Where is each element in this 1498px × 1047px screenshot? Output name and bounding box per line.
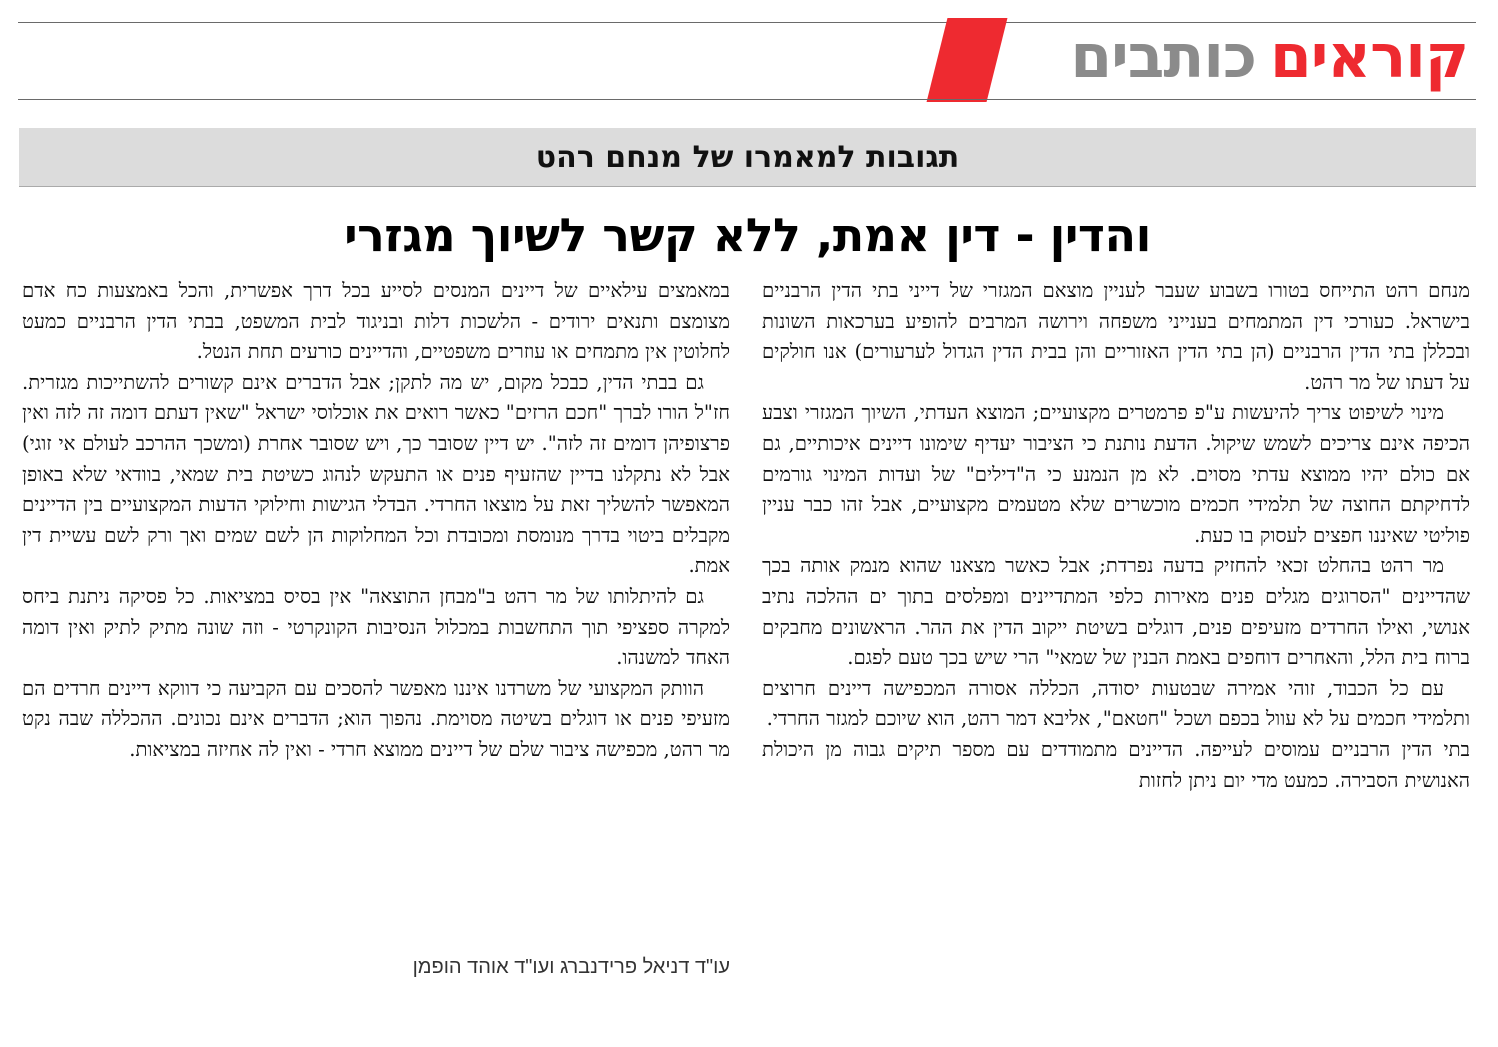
column-left xyxy=(22,276,730,766)
paragraph: גם בבתי הדין, כבכל מקום, יש מה לתקן; אבל הדברים אינם קשורים להשתייכות מגזרית. חז"ל הורו לברך "חכם הרזים" כאשר רואים את אוכלוסי ישראל "שאין דעתם דומה זה לזה ואין פרצופיהן דומים זה לזה". יש דיין שסובר כך, ויש שסובר אחרת (ומשכך ההרכב לעולם אי זוגי) אבל לא נתקלנו בדיין שהזעיף פנים או התעקש לנהוג כשיטת בית שמאי, בוודאי שלא באופן המאפשר להשליך זאת על מוצאו החרדי. הבדלי הגישות וחילוקי הדעות המקצועיים בין הדיינים מקבלים ביטוי בדרך מנומסת ומכובדת וכל המחלוקות הן לשם שמים ואך ורק לשם עשיית דין אמת. xyxy=(22,370,730,578)
section-title-word-1: קוראים xyxy=(1269,22,1468,92)
article-headline: והדין - דין אמת, ללא קשר לשיוך מגזרי xyxy=(344,208,1151,262)
header-bottom-rule xyxy=(18,99,1476,100)
paragraph: בתי הדין הרבניים עמוסים לעייפה. הדיינים מתמודדים עם מספר תיקים גבוה מן היכולת האנושית הסבירה. כמעט מדי יום ניתן לחזות xyxy=(762,737,1470,792)
paragraph: גם להיתלותו של מר רהט ב"מבחן התוצאה" אין בסיס במציאות. כל פסיקה ניתנת ביחס למקרה ספציפי תוך התחשבות במכלול הנסיבות הקונקרטי - וזה שונה מתיק לתיק ואין דומה האחד למשנהו. xyxy=(22,584,730,670)
section-title xyxy=(1070,12,1468,102)
author-signature: עו"ד דניאל פרידנברג ועו"ד אוהד הופמן xyxy=(412,956,730,978)
paragraph: במאמצים עילאיים של דיינים המנסים לסייע בכל דרך אפשרית, והכל באמצעות כח אדם מצומצם ותנאים ירודים - הלשכות דלות ובניגוד לבית המשפט, בבתי הדין הרבניים כמעט לחלוטין אין מתמחים או עוזרים משפטיים, והדיינים כורעים תחת הנטל. xyxy=(22,279,730,364)
paragraph: מר רהט בהחלט זכאי להחזיק בדעה נפרדת; אבל כאשר מצאנו שהוא מנמק אותה בכך שהדיינים "הסרוגים מגלים פנים מאירות כלפי המתדיינים ומפלסים בתוך ים ההלכה נתיב אנושי, ואילו החרדים מזעיפים פנים, דוגלים בשיטת ייקוב הדין את ההר. הראשונים מחבקים ברוח בית הלל, והאחרים דוחפים באמת הבנין של שמאי" הרי שיש בכך טעם לפגם. xyxy=(762,554,1470,670)
column-right xyxy=(762,276,1470,796)
paragraph: עם כל הכבוד, זוהי אמירה שבטעות יסודה, הכללה אסורה המכפישה דיינים חרוצים ותלמידי חכמים על לא עוול בכפם ושכל "חטאם", אליבא דמר רהט, הוא שיוכם למגזר החרדי. xyxy=(762,676,1470,731)
paragraph: מנחם רהט התייחס בטורו בשבוע שעבר לעניין מוצאם המגזרי של דייני בתי הדין הרבניים בישראל. כעורכי דין המתמחים בענייני משפחה וירושה המרבים להופיע בערכאות השונות ובכללן בתי הדין הרבניים (הן בתי הדין האזוריים והן בבית הדין הגדול לערעורים) אנו חולקים על דעתו של מר רהט. xyxy=(762,279,1470,394)
subhead-text: תגובות למאמרו של מנחם רהט xyxy=(535,139,960,175)
paragraph: הוותק המקצועי של משרדנו איננו מאפשר להסכים עם הקביעה כי דווקא דיינים חרדים הם מזעיפי פנים או דוגלים בשיטה מסוימת. נהפוך הוא; הדברים אינם נכונים. ההכללה שבה נקט מר רהט, מכפישה ציבור שלם של דיינים ממוצא חרדי - ואין לה אחיזה במציאות. xyxy=(22,676,730,761)
red-slash-accent xyxy=(927,18,1008,102)
paragraph: מינוי לשיפוט צריך להיעשות ע"פ פרמטרים מקצועיים; המוצא העדתי, השיוך המגזרי וצבע הכיפה אינם צריכים לשמש שיקול. הדעת נותנת כי הציבור יעדיף שימונו דיינים איכותיים, גם אם כולם יהיו ממוצא עדתי מסוים. לא מן הנמנע כי ה"דילים" של ועדות המינוי גורמים לדחיקתם החוצה של תלמידי חכמים מוכשרים שלא מטעמים מקצועיים, אבל זהו כבר עניין פוליטי שאיננו חפצים לעסוק בו כעת. xyxy=(762,401,1470,547)
subhead-bar xyxy=(19,128,1476,187)
section-title-word-2: כותבים xyxy=(1070,22,1256,92)
